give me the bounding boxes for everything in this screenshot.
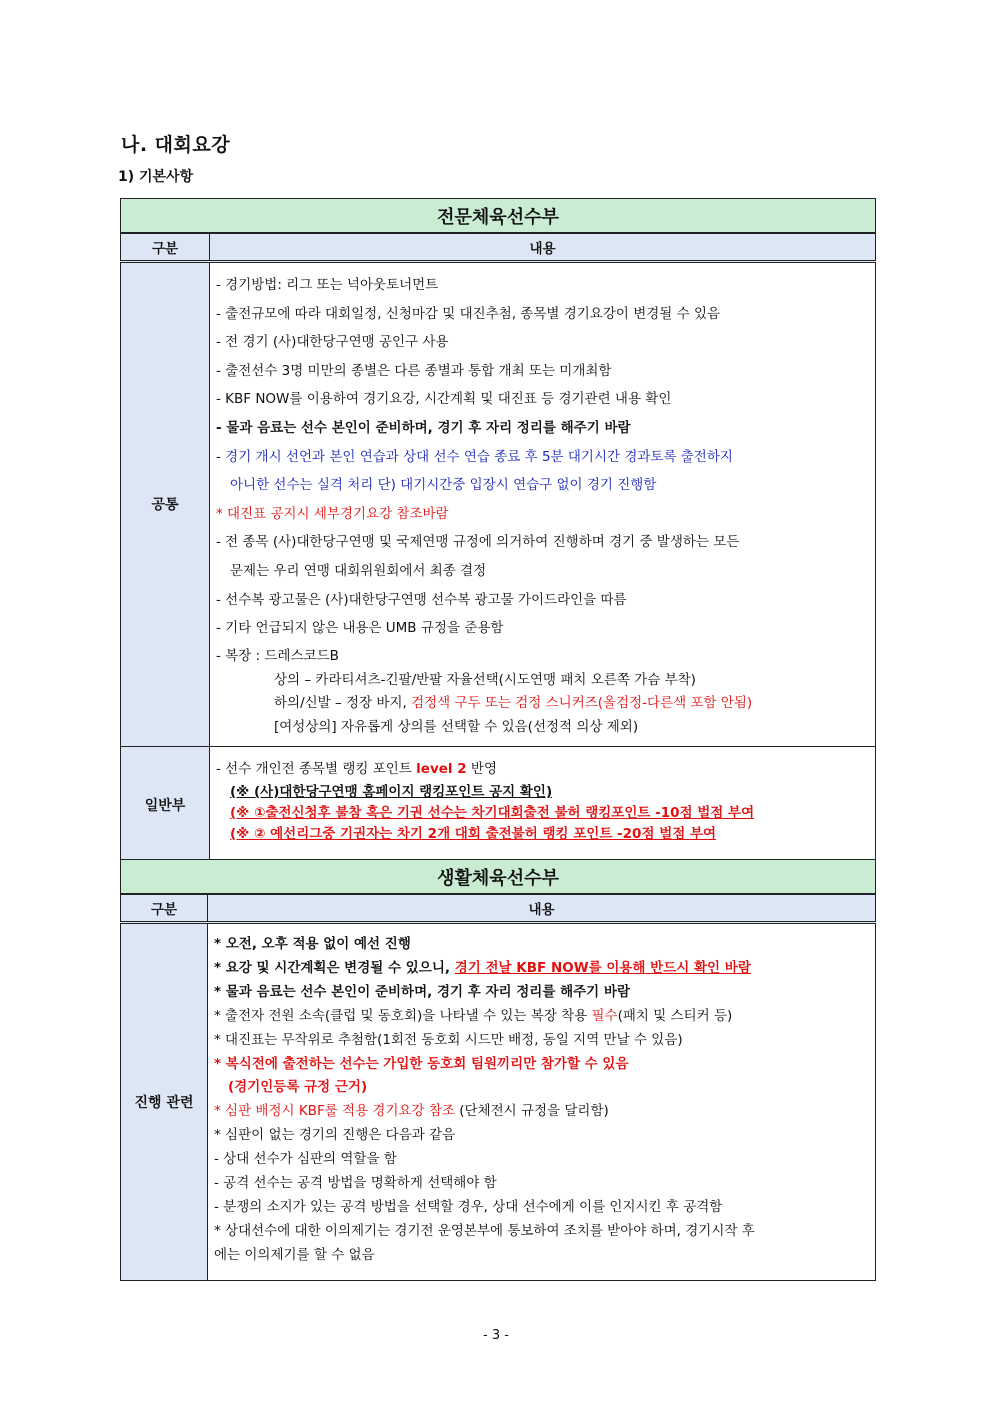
progress-line: * 심판이 없는 경기의 진행은 다음과 같음	[214, 1127, 456, 1144]
subsection-heading: 1) 기본사항	[118, 169, 194, 185]
pro-division-title: 전문체육선수부	[121, 199, 876, 234]
penalty-notice-1: (※ ①출전신청후 불참 혹은 기권 선수는 차기대회출전 불허 랭킹포인트 -10점 벌점 부여	[230, 804, 755, 821]
amateur-division-table	[120, 859, 876, 1281]
dress-code: - 복장 : 드레스코드B	[216, 647, 339, 664]
dress-code-top: 상의 – 카라티셔츠-긴팔/반팔 자율선택(시도연맹 패치 오른쪽 가슴 부착)	[274, 671, 696, 688]
progress-line-red: * 복식전에 출전하는 선수는 가입한 동호회 팀원끼리만 참가할 수 있음	[214, 1055, 629, 1072]
common-line: - 선수복 광고물은 (사)대한당구연맹 선수복 광고물 가이드라인을 따름	[216, 591, 627, 608]
progress-line	[214, 957, 869, 981]
common-line: 문제는 우리 연맹 대회위원회에서 최종 결정	[230, 562, 487, 579]
common-line: - 전 종목 (사)대한당구연맹 및 국제연맹 규정에 의거하여 진행하며 경기 중 발생하는 모든	[216, 534, 740, 551]
dash: -	[216, 448, 221, 465]
schedule-text: * 요강 및 시간계획은 변경될 수 있으니,	[214, 959, 455, 976]
progress-content	[208, 923, 876, 1281]
uniform-text: * 출전자 전원 소속(클럽 및 동호회)을 나타낼 수 있는 복장 착용	[214, 1007, 592, 1024]
penalty-notice-2: (※ ② 예선리그중 기권자는 차기 2개 대회 출전불허 랭킹 포인트 -20점 벌점 부여	[230, 825, 717, 842]
common-line-blue: 아니한 선수는 실격 처리 단) 대기시간중 입장시 연습구 없이 경기 진행함	[230, 477, 657, 494]
common-line-blue	[216, 443, 869, 472]
progress-line	[214, 1100, 869, 1124]
pro-col-content: 내용	[210, 233, 876, 262]
required-badge: 필수	[591, 1007, 618, 1024]
common-content	[210, 262, 876, 747]
general-content	[210, 746, 876, 863]
ranking-line	[216, 758, 869, 782]
progress-label: 진행 관련	[121, 923, 208, 1281]
progress-line: - 공격 선수는 공격 방법을 명확하게 선택해야 함	[214, 1175, 497, 1192]
pro-col-category: 구분	[121, 233, 210, 262]
page-number: - 3 -	[483, 1328, 509, 1343]
referee-rule: * 심판 배정시 KBF룰 적용 경기요강 참조	[214, 1103, 455, 1120]
amateur-division-title: 생활체육선수부	[121, 860, 876, 895]
ranking-notice: (※ (사)대한당구연맹 홈페이지 랭킹포인트 공지 확인)	[230, 783, 553, 800]
common-line: - 출전선수 3명 미만의 종별은 다른 종별과 통합 개최 또는 미개최함	[216, 362, 612, 379]
progress-line-red: (경기인등록 규정 근거)	[228, 1079, 368, 1096]
waiting-rule: 경기 개시 선언과 본인 연습과 상대 선수 연습 종료 후 5분 대기시간 경과토록 출전하지	[220, 448, 733, 465]
common-line-bold: - 물과 음료는 선수 본인이 준비하며, 경기 후 자리 정리를 해주기 바람	[216, 419, 631, 436]
general-label: 일반부	[121, 746, 210, 863]
section-heading: 나. 대회요강	[121, 134, 231, 156]
dress-code-bottom-text: 하의/신발 – 정장 바지,	[274, 695, 412, 712]
common-label: 공통	[121, 262, 210, 747]
referee-rule-suffix: (단체전시 규정을 달리함)	[454, 1103, 609, 1120]
ranking-text: - 선수 개인전 종목별 랭킹 포인트	[216, 760, 417, 777]
dress-code-shoes: 검정색 구두 또는 검정 스니커즈(올검정-다른색 포함 안됨)	[411, 695, 753, 712]
uniform-suffix: (패치 및 스티커 등)	[617, 1007, 733, 1024]
common-line: - 경기방법: 리그 또는 넉아웃토너먼트	[216, 277, 439, 293]
progress-line: * 상대선수에 대한 이의제기는 경기전 운영본부에 통보하여 조치를 받아야 하며, 경기시작 후	[214, 1222, 755, 1239]
ranking-level: level 2	[416, 760, 467, 777]
progress-line: - 분쟁의 소지가 있는 공격 방법을 선택할 경우, 상대 선수에게 이를 인지시킨 후 공격함	[214, 1198, 723, 1215]
amateur-col-category: 구분	[121, 894, 208, 923]
pro-division-table	[120, 198, 876, 864]
progress-line: * 물과 음료는 선수 본인이 준비하며, 경기 후 자리 정리를 해주기 바람	[214, 983, 630, 1000]
progress-line: 에는 이의제기를 할 수 없음	[214, 1246, 375, 1263]
common-line: - KBF NOW를 이용하여 경기요강, 시간계획 및 대진표 등 경기관련 내용 확인	[216, 391, 672, 408]
kbf-now-notice: 경기 전날 KBF NOW를 이용해 반드시 확인 바람	[454, 959, 751, 976]
dress-code-women: [여성상의] 자유롭게 상의를 선택할 수 있음(선정적 의상 제외)	[274, 719, 639, 736]
progress-line	[214, 1005, 869, 1029]
ranking-suffix: 반영	[466, 760, 497, 777]
progress-line: * 오전, 오후 적용 없이 예선 진행	[214, 936, 411, 952]
common-line-red: * 대진표 공지시 세부경기요강 참조바람	[216, 505, 449, 522]
progress-line: - 상대 선수가 심판의 역할을 함	[214, 1151, 397, 1168]
amateur-col-content: 내용	[208, 894, 876, 923]
dress-code-bottom	[216, 692, 869, 716]
progress-line: * 대진표는 무작위로 추첨함(1회전 동호회 시드만 배정, 동일 지역 만날 수 있음)	[214, 1031, 683, 1048]
common-line: - 출전규모에 따라 대회일정, 신청마감 및 대진추첨, 종목별 경기요강이 변경될 수 있음	[216, 305, 721, 322]
common-line: - 전 경기 (사)대한당구연맹 공인구 사용	[216, 334, 449, 351]
common-line: - 기타 언급되지 않은 내용은 UMB 규정을 준용함	[216, 620, 504, 637]
